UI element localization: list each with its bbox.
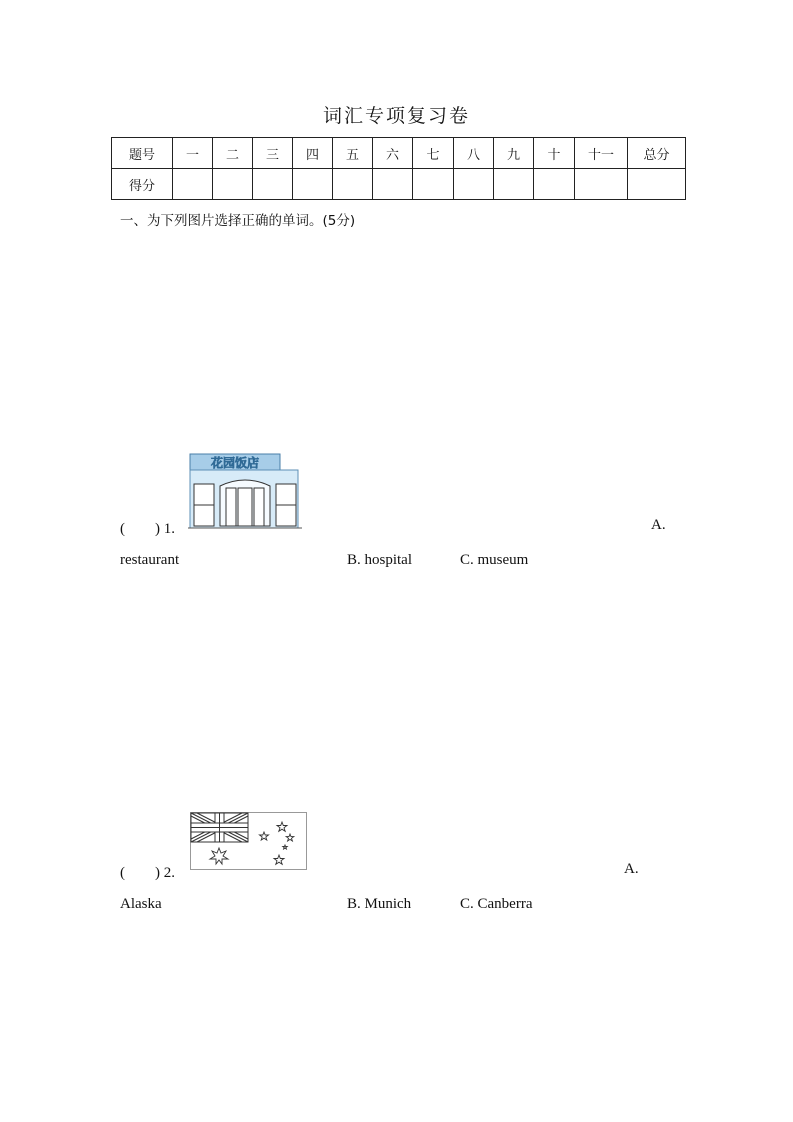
score-table-score-row [112,169,686,200]
score-cell[interactable] [293,169,333,200]
header-cell: 总分 [628,138,686,169]
header-cell: 六 [373,138,413,169]
score-cell[interactable] [173,169,213,200]
header-cell: 三 [253,138,293,169]
score-cell[interactable] [373,169,413,200]
header-cell: 五 [333,138,373,169]
score-cell[interactable] [413,169,454,200]
restaurant-building-icon [188,452,302,530]
question-2-option-c: C. Canberra [460,896,533,912]
question-2-number: ( ) 2. [120,865,175,881]
question-1-option-a-word: restaurant [120,552,180,568]
question-1-option-c: C. museum [460,552,529,568]
australian-flag-icon [190,812,308,872]
header-cell: 七 [413,138,454,169]
header-cell: 题号 [112,138,173,169]
header-cell: 九 [494,138,534,169]
page-title: 词汇专项复习卷 [322,105,470,127]
score-cell[interactable] [575,169,628,200]
score-cell[interactable] [213,169,253,200]
score-cell[interactable] [494,169,534,200]
score-table-header-row [112,138,686,169]
score-cell[interactable] [454,169,494,200]
header-cell: 二 [213,138,253,169]
header-cell: 十一 [575,138,628,169]
score-cell[interactable] [534,169,575,200]
header-cell: 八 [454,138,494,169]
question-1-number: ( ) 1. [120,521,175,537]
question-1-option-a-label: A. [651,517,666,533]
score-cell[interactable] [333,169,373,200]
score-cell[interactable] [253,169,293,200]
header-cell: 一 [173,138,213,169]
question-2-option-a-label: A. [624,861,639,877]
row-label-cell: 得分 [112,169,173,200]
score-table [111,137,686,200]
header-cell: 十 [534,138,575,169]
question-2-option-a-word: Alaska [120,896,162,912]
sign-text: 花园饭店 [210,456,260,470]
header-cell: 四 [293,138,333,169]
section-1-instruction: 一、为下列图片选择正确的单词。(5分) [120,213,356,229]
question-1-option-b: B. hospital [347,552,413,568]
score-cell[interactable] [628,169,686,200]
question-2-option-b: B. Munich [347,896,412,912]
